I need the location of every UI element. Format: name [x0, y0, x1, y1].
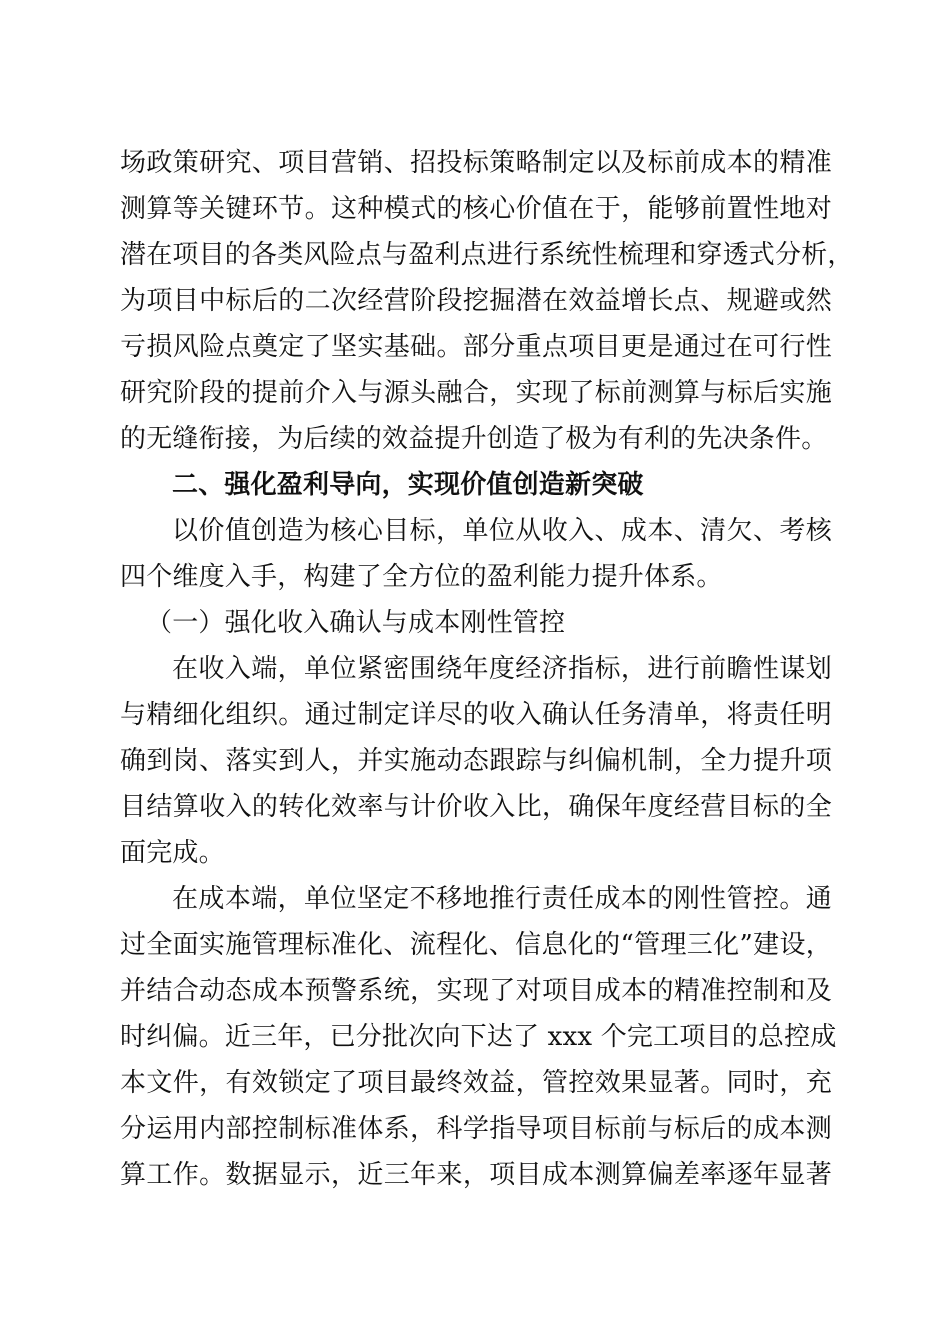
section-heading: 二、强化盈利导向，实现价值创造新突破: [172, 470, 644, 500]
paragraph-line: 确到岗、落实到人，并实施动态跟踪与纠偏机制，全力提升项: [120, 746, 832, 776]
paragraph-line: 场政策研究、项目营销、招投标策略制定以及标前成本的精准: [120, 148, 832, 178]
paragraph-line: 并结合动态成本预警系统，实现了对项目成本的精准控制和及: [120, 976, 832, 1006]
paragraph-line: 分运用内部控制标准体系，科学指导项目标前与标后的成本测: [120, 1114, 832, 1144]
paragraph-line: 研究阶段的提前介入与源头融合，实现了标前测算与标后实施: [120, 378, 832, 408]
paragraph-line: 在收入端，单位紧密围绕年度经济指标，进行前瞻性谋划: [172, 654, 832, 684]
paragraph-line: 与精细化组织。通过制定详尽的收入确认任务清单，将责任明: [120, 700, 832, 730]
paragraph-line: 面完成。: [120, 838, 225, 868]
paragraph-line: 亏损风险点奠定了坚实基础。部分重点项目更是通过在可行性: [120, 332, 832, 362]
paragraph-line: 四个维度入手，构建了全方位的盈利能力提升体系。: [120, 562, 723, 592]
paragraph-line: 的无缝衔接，为后续的效益提升创造了极为有利的先决条件。: [120, 424, 828, 454]
paragraph-line: 为项目中标后的二次经营阶段挖掘潜在效益增长点、规避或然: [120, 286, 832, 316]
paragraph-line: 时纠偏。近三年，已分批次向下达了 xxx 个完工项目的总控成: [120, 1022, 837, 1052]
paragraph-line: 算工作。数据显示，近三年来，项目成本测算偏差率逐年显著: [120, 1160, 832, 1190]
document-body: [120, 140, 854, 1198]
subsection-heading: （一）强化收入确认与成本刚性管控: [146, 608, 566, 638]
paragraph-line: 在成本端，单位坚定不移地推行责任成本的刚性管控。通: [172, 884, 832, 914]
paragraph-line: 以价值创造为核心目标，单位从收入、成本、清欠、考核: [172, 516, 832, 546]
paragraph-line: 潜在项目的各类风险点与盈利点进行系统性梳理和穿透式分析，: [120, 240, 854, 270]
paragraph-line: 测算等关键环节。这种模式的核心价值在于，能够前置性地对: [120, 194, 832, 224]
paragraph-line: 目结算收入的转化效率与计价收入比，确保年度经营目标的全: [120, 792, 832, 822]
paragraph-line: 本文件，有效锁定了项目最终效益，管控效果显著。同时，充: [120, 1068, 832, 1098]
paragraph-line: 过全面实施管理标准化、流程化、信息化的“管理三化”建设，: [120, 930, 832, 960]
